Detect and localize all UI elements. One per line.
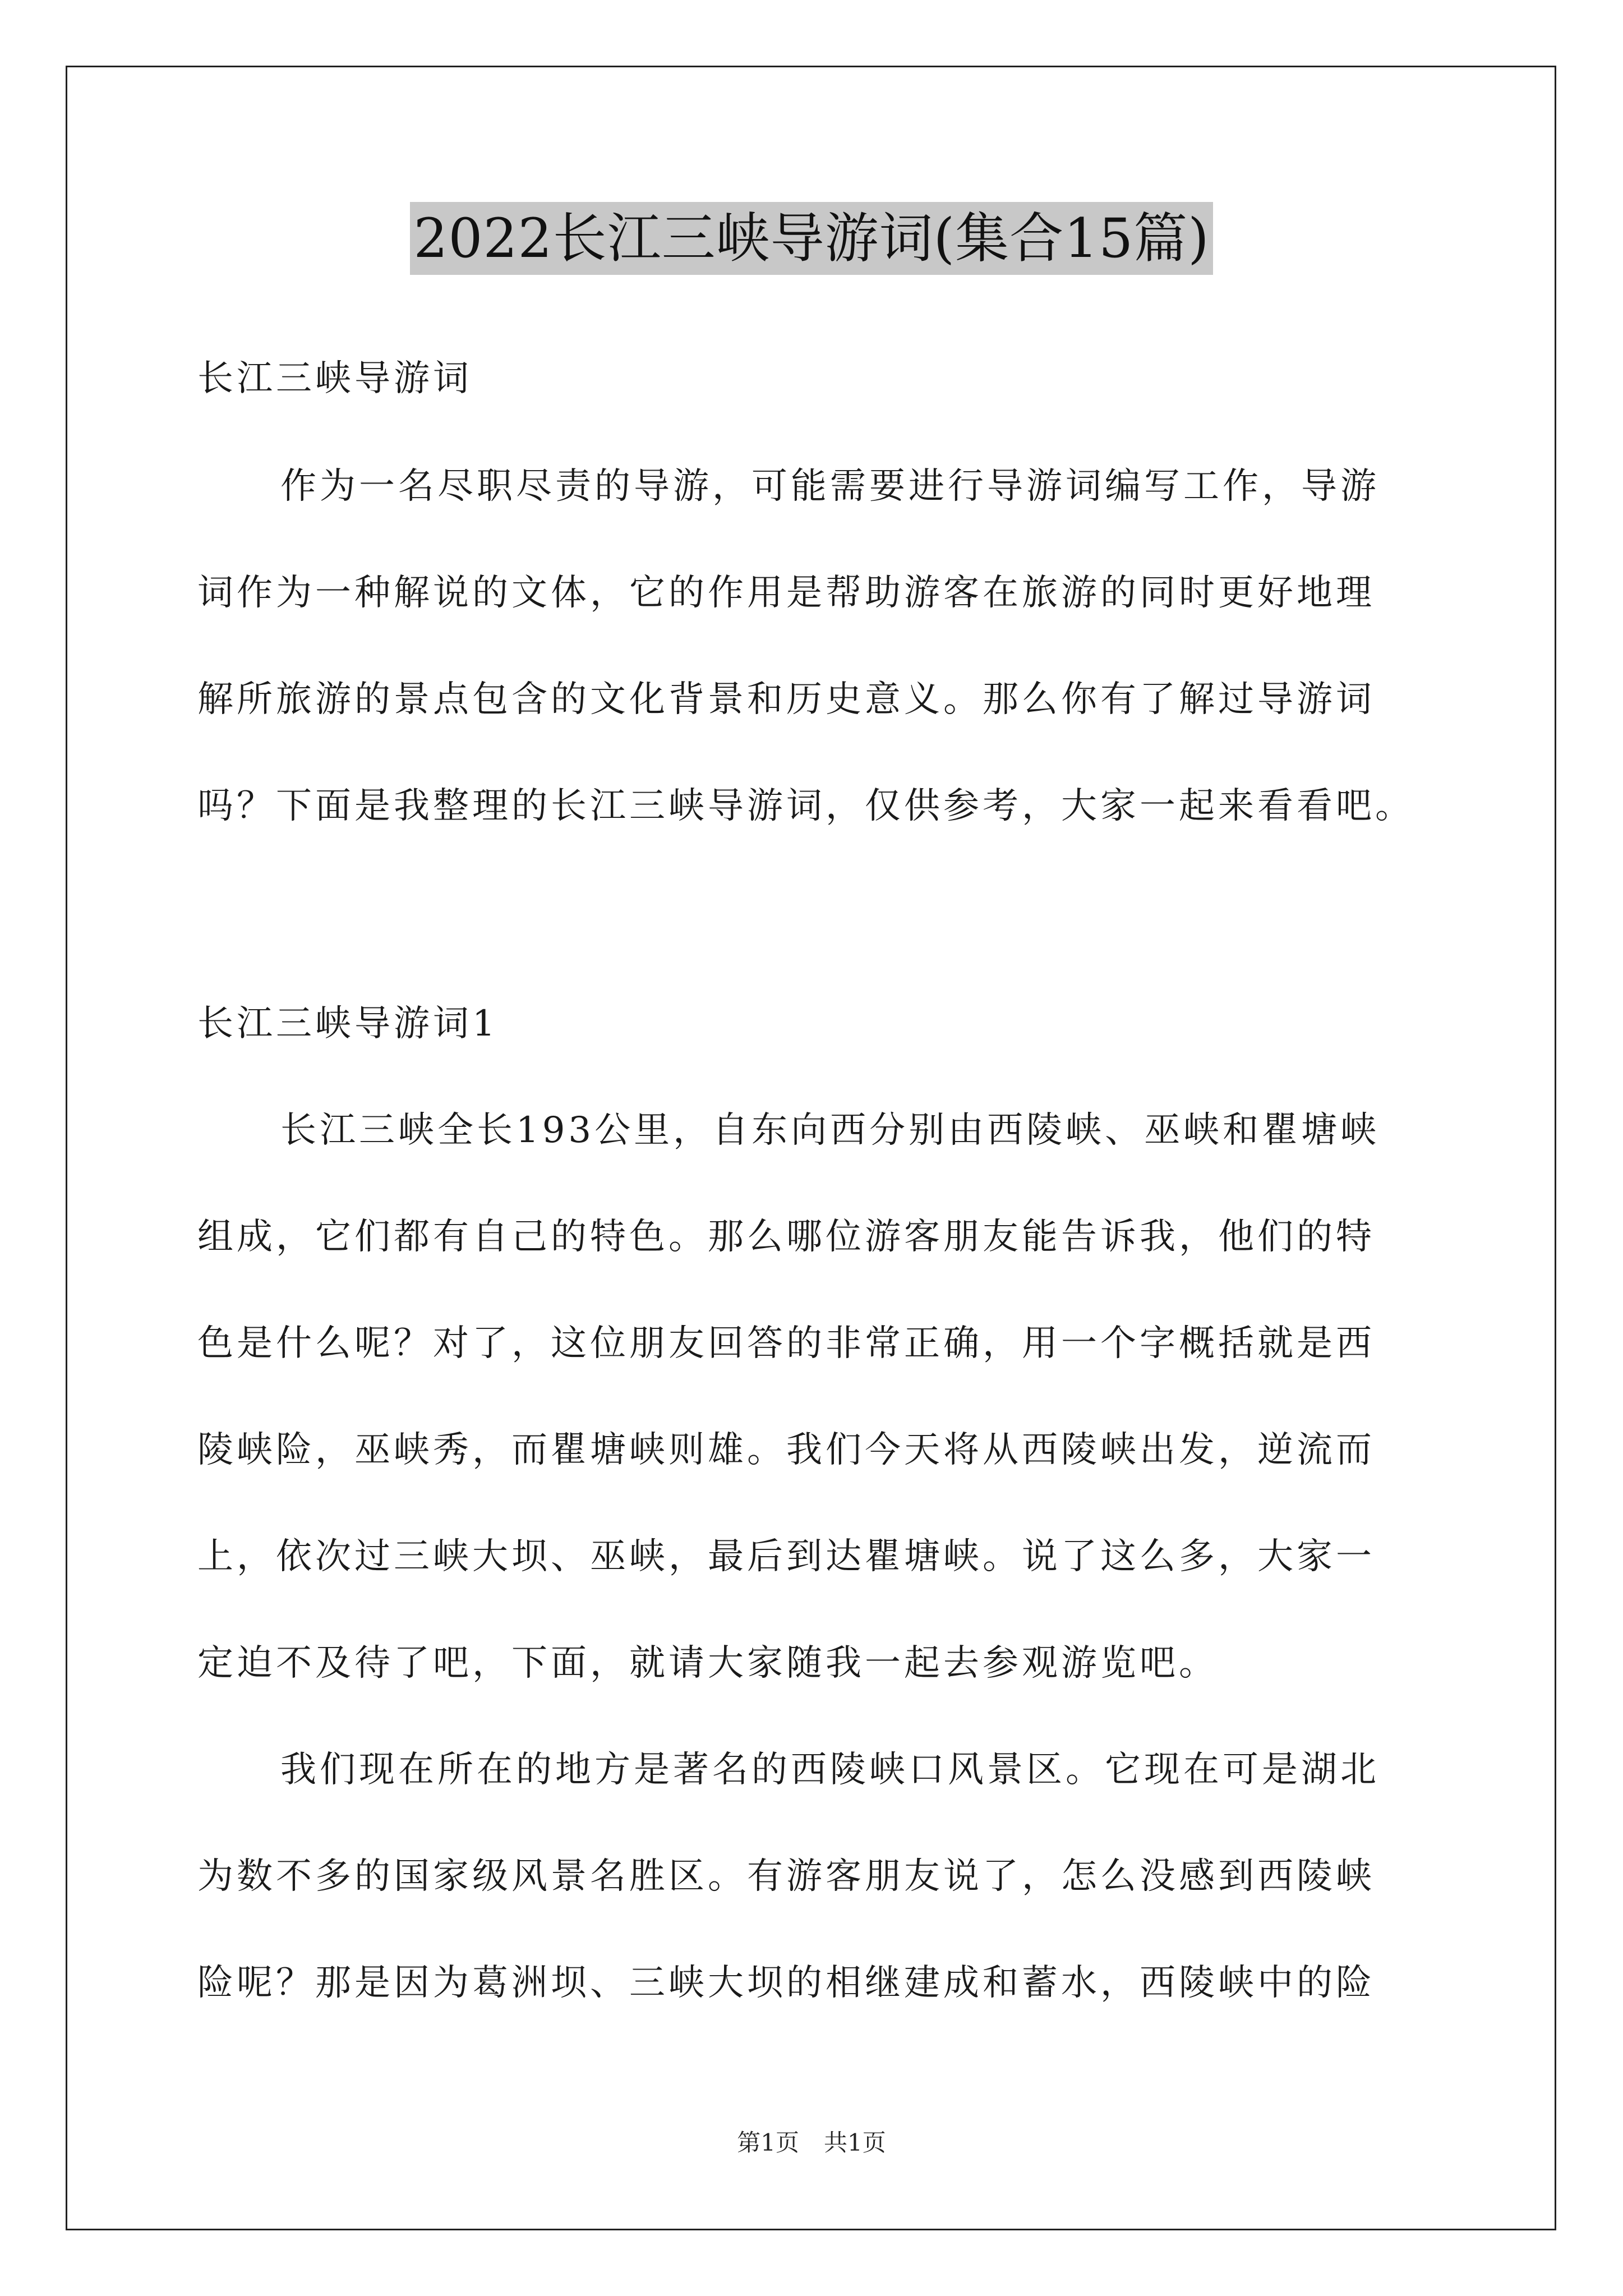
intro-line: 解所旅游的景点包含的文化背景和历史意义。那么你有了解过导游词 [197,679,1375,720]
paragraph-line: 我们现在所在的地方是著名的西陵峡口风景区。它现在可是湖北 [280,1749,1380,1791]
page-number: 第1页 [737,2129,799,2156]
intro-line: 作为一名尽职尽责的导游，可能需要进行导游词编写工作，导游 [280,466,1380,507]
paragraph-line: 险呢？那是因为葛洲坝、三峡大坝的相继建成和蓄水，西陵峡中的险 [197,1962,1375,2004]
intro-line: 词作为一种解说的文体，它的作用是帮助游客在旅游的同时更好地理 [197,572,1375,614]
paragraph-line: 组成，它们都有自己的特色。那么哪位游客朋友能告诉我，他们的特 [197,1216,1375,1258]
page-footer [0,2126,1623,2160]
paragraph-line: 陵峡险，巫峡秀，而瞿塘峡则雄。我们今天将从西陵峡出发，逆流而 [197,1429,1375,1471]
paragraph-line: 上，依次过三峡大坝、巫峡，最后到达瞿塘峡。说了这么多，大家一 [197,1536,1375,1577]
paragraph-line: 色是什么呢？对了，这位朋友回答的非常正确，用一个字概括就是西 [197,1323,1375,1364]
paragraph-line: 定迫不及待了吧，下面，就请大家随我一起去参观游览吧。 [197,1642,1218,1684]
title-container [0,202,1623,275]
intro-line: 吗？下面是我整理的长江三峡导游词，仅供参考，大家一起来看看吧。 [197,785,1414,827]
document-title: 2022长江三峡导游词(集合15篇) [410,202,1212,275]
paragraph-line: 长江三峡全长193公里，自东向西分别由西陵峡、巫峡和瞿塘峡 [280,1110,1380,1151]
section-heading: 长江三峡导游词 [197,358,472,399]
paragraph-line: 为数不多的国家级风景名胜区。有游客朋友说了，怎么没感到西陵峡 [197,1856,1375,1897]
page-total: 共1页 [824,2129,886,2156]
section-heading: 长江三峡导游词1 [197,1003,499,1045]
